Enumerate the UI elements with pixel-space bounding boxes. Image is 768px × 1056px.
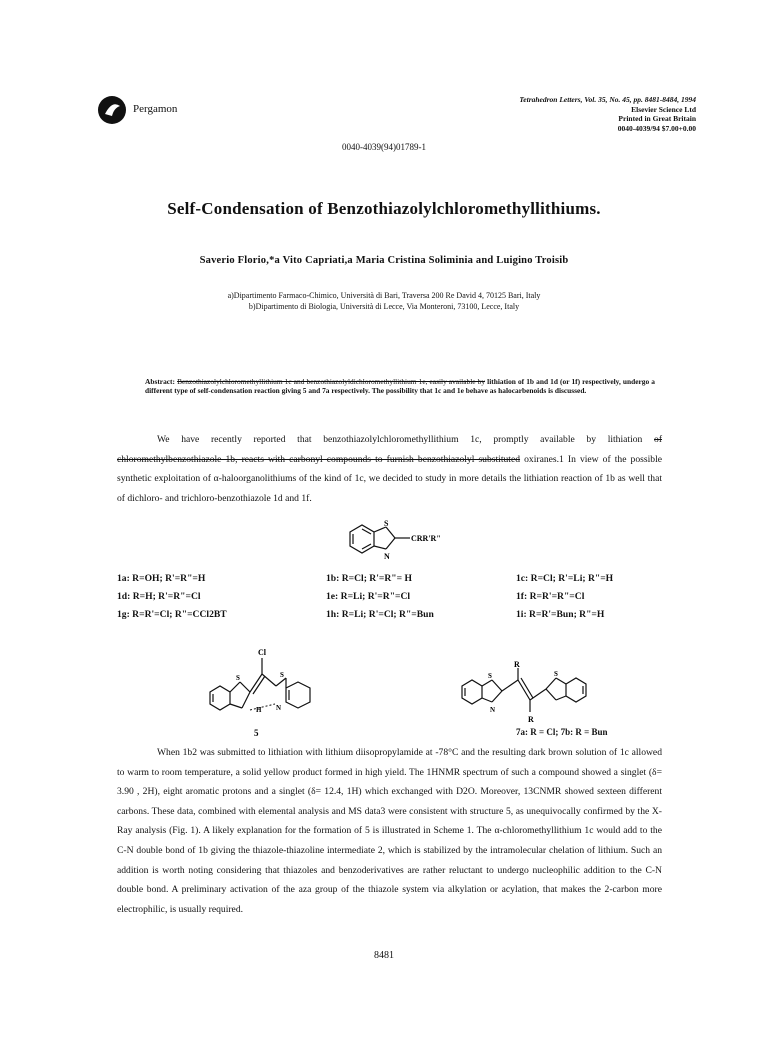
journal-citation: Tetrahedron Letters, Vol. 35, No. 45, pp. 8481-8484, 1994 (519, 95, 696, 104)
compound-1i: 1i: R=R'=Bun; R"=H (516, 609, 605, 620)
compound-row (117, 606, 627, 624)
intro-rest: oxiranes.1 In view of the possible synthetic exploitation of α-haloorganolithiums of the kind of 1c, we decided to study in more details the lithiation reaction of 1b as well that of dichloro- and trichloro-benzothiazole 1d and 1f. (117, 453, 662, 505)
nitrogen-atom: N (490, 706, 496, 714)
compound-row (117, 570, 627, 588)
sulfur-atom: S (280, 671, 284, 679)
nitrogen-atom: N (384, 552, 390, 561)
abstract-label: Abstract: (145, 377, 175, 386)
compound-1a: 1a: R=OH; R'=R"=H (117, 573, 206, 584)
structure-5 (200, 630, 340, 740)
page-number: 8481 (374, 950, 394, 961)
nitrogen-atom: N (276, 704, 282, 712)
compound-1h: 1h: R=Li; R'=Cl; R"=Bun (326, 609, 434, 620)
intro-line-1: We have recently reported that benzothiazolylchloromethyllithium 1c, promptly available by lithiation (157, 434, 643, 445)
structure-5-label: 5 (254, 728, 259, 738)
r-group: R (528, 715, 534, 724)
intro-struck-line: of chloromethylbenzothiazole 1b, reacts with carbonyl compounds to furnish benzothiazolyl substituted (117, 434, 663, 465)
authors: Saverio Florio,*a Vito Capriati,a Maria Cristina Soliminia and Luigino Troisib (199, 255, 569, 266)
paper-title: Self-Condensation of Benzothiazolylchloromethyllithiums. (167, 199, 601, 218)
body-paragraph (117, 743, 662, 919)
publisher-line: Elsevier Science Ltd (631, 104, 696, 114)
hydrogen-atom: H (256, 706, 262, 714)
substituent-label: CRR'R" (411, 534, 441, 543)
affiliation-a: a)Dipartimento Farmaco-Chimico, Università di Bari, Traversa 200 Re David 4, 70125 Bari, Italy (227, 291, 541, 300)
compound-1g: 1g: R=R'=Cl; R"=CCl2BT (117, 609, 227, 620)
compound-1f: 1f: R=R'=R"=Cl (516, 591, 585, 602)
sulfur-atom: S (554, 670, 558, 678)
compound-1e: 1e: R=Li; R'=R"=Cl (326, 591, 411, 602)
journal-info (519, 95, 696, 133)
doi: 0040-4039(94)01789-1 (342, 142, 426, 152)
price-line: 0040-4039/94 $7.00+0.00 (617, 123, 696, 133)
structure-7 (450, 660, 650, 725)
compound-table (117, 570, 627, 624)
printed-line: Printed in Great Britain (618, 114, 696, 123)
abstract (145, 377, 655, 395)
abstract-struck-line: Benzothiazolylchloromethyllithium 1c and benzothiazolyldichloromethyllithium 1e, easily available by (177, 377, 486, 386)
chlorine-atom: Cl (258, 648, 266, 657)
r-group: R (514, 660, 520, 669)
compound-row (117, 588, 627, 606)
abstract-text: lithiation of 1b and 1d (or 1f) respectively, undergo a different type of self-condensation reaction giving 5 and 7a respectively. The possibility that 1c and 1e behave as halocarbenoids is discussed. (145, 377, 655, 396)
pergamon-logo (96, 94, 128, 126)
affiliation-b: b)Dipartimento di Biologia, Università di Lecce, Via Monteroni, 73100, Lecce, Italy (248, 302, 520, 311)
intro-paragraph (117, 430, 662, 509)
structure-7-label: 7a: R = Cl; 7b: R = Bun (516, 727, 608, 737)
sulfur-atom: S (384, 519, 389, 528)
sulfur-atom: S (236, 674, 240, 682)
compound-1b: 1b: R=Cl; R'=R"= H (326, 573, 412, 584)
sulfur-atom: S (488, 672, 492, 680)
benzothiazole-structure (340, 518, 480, 563)
compound-1c: 1c: R=Cl; R'=Li; R"=H (516, 573, 614, 584)
publisher-name: Pergamon (133, 103, 178, 115)
body-text: When 1b2 was submitted to lithiation with lithium diisopropylamide at -78°C and the resulting dark brown solution of 1c allowed to warm to room temperature, a solid yellow product formed in high yield. The 1HNMR spectrum of such a compound showed a singlet (δ= 3.90 , 2H), eight aromatic protons and a singlet (δ= 12.4, 1H) which exchanged with D2O. Moreover, 13CNMR showed sexteen different carbons. These data, combined with elemental analysis and MS data3 were consistent with structure 5, as unequivocally confirmed by the X-Ray analysis (Fig. 1). A likely explanation for the formation of 5 is illustrated in Scheme 1. The α-chloromethyllithium 1c would add to the C-N double bond of 1b giving the thiazole-thiazoline intermediate 2, which is stabilized by the intramolecular chelation of lithium. Such an addition is worth noting considering that thiazoles and benzoderivatives are rather reluctant to undergo nucleophilic addition to the C-N double bond. A preliminary activation of the aza group of the thiazole system via alkylation or acylation, that makes the 2-carbon more electrophilic, is usually required. (117, 747, 662, 915)
compound-1d: 1d: R=H; R'=R"=Cl (117, 591, 201, 602)
